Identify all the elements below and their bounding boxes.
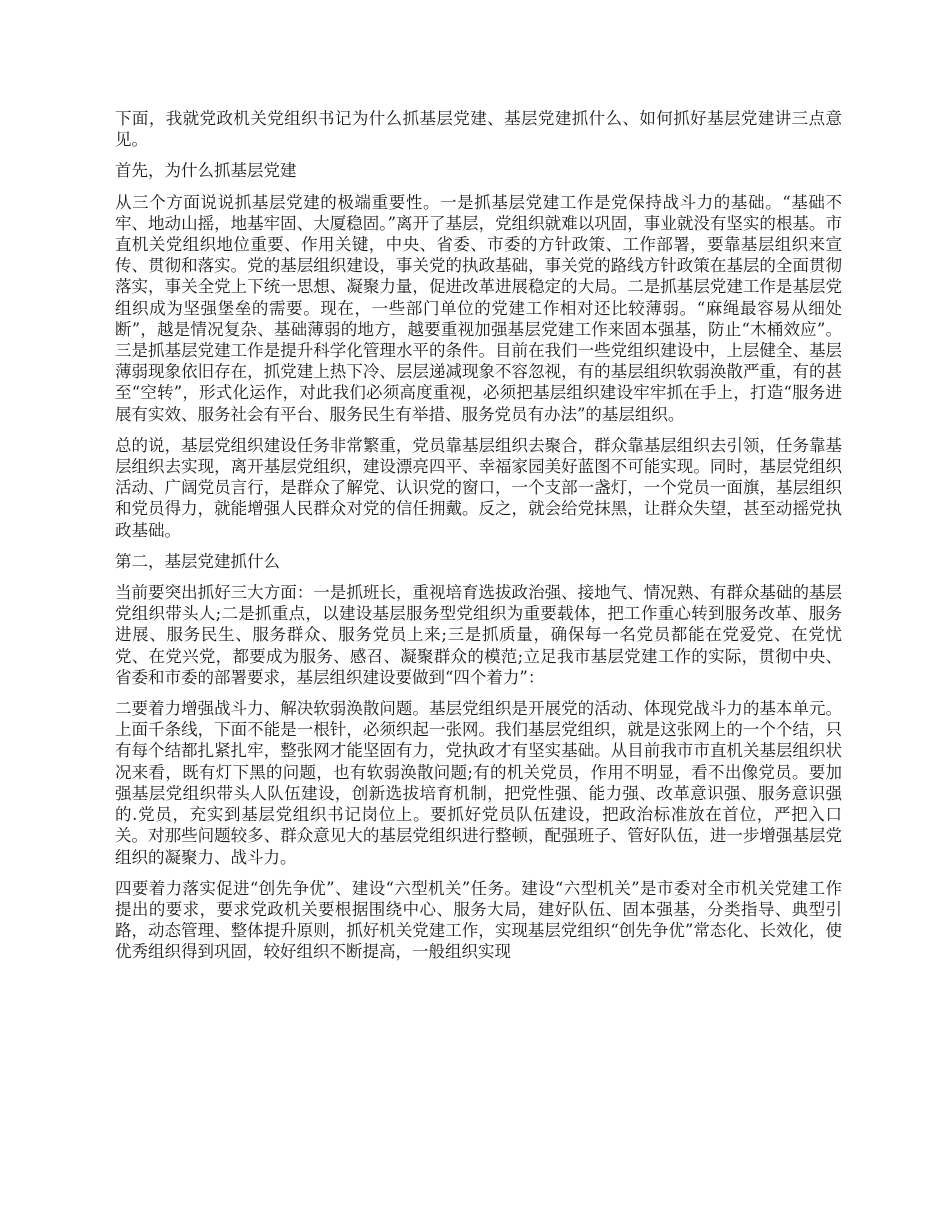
body-paragraph-importance: 从三个方面说说抓基层党建的极端重要性。一是抓基层党建工作是党保持战斗力的基础。“基础不牢、地动山摇，地基牢固、大厦稳固。”离开了基层，党组织就难以巩固，事业就没有坚实的根基。市直机关党组织地位重要、作用关键，中央、省委、市委的方针政策、工作部署，要靠基层组织来宣传、贯彻和落实。党的基层组织建设，事关党的执政基础，事关党的路线方针政策在基层的全面贯彻落实，事关全党上下统一思想、凝聚力量，促进改革进展稳定的大局。二是抓基层党建工作是基层党组织成为坚强堡垒的需要。现在，一些部门单位的党建工作相对还比较薄弱。“麻绳最容易从细处断”，越是情况复杂、基础薄弱的地方，越要重视加强基层党建工作来固本强基，防止“木桶效应”。三是抓基层党建工作是提升科学化管理水平的条件。目前在我们一些党组织建设中，上层健全、基层薄弱现象依旧存在，抓党建上热下冷、层层递减现象不容忽视，有的基层组织软弱涣散严重，有的甚至“空转”，形式化运作，对此我们必须高度重视，必须把基层组织建设牢牢抓在手上，打造“服务进展有实效、服务社会有平台、服务民生有举措、服务党员有办法”的基层组织。 <box>115 192 842 424</box>
section-heading-why: 首先，为什么抓基层党建 <box>115 161 297 181</box>
intro-paragraph: 下面，我就党政机关党组织书记为什么抓基层党建、基层党建抓什么、如何抓好基层党建讲三点意见。 <box>115 109 842 150</box>
body-paragraph-six-type-organs: 四要着力落实促进“创先争优”、建设“六型机关”任务。建设“六型机关”是市委对全市机关党建工作提出的要求，要求党政机关要根据围绕中心、服务大局，建好队伍、固本强基，分类指导、典型引路，动态管理、整体提升原则，抓好机关党建工作，实现基层党组织“创先争优”常态化、长效化，使优秀组织得到巩固，较好组织不断提高，一般组织实现 <box>115 878 842 962</box>
body-paragraph-summary: 总的说，基层党组织建设任务非常繁重，党员靠基层组织去聚合，群众靠基层组织去引领，任务靠基层组织去实现，离开基层党组织，建设漂亮四平、幸福家园美好蓝图不可能实现。同时，基层党组织活动、广阔党员言行，是群众了解党、认识党的窗口，一个支部一盏灯，一个党员一面旗，基层组织和党员得力，就能增强人民群众对党的信任拥戴。反之，就会给党抹黑，让群众失望，甚至动摇党执政基础。 <box>115 435 842 540</box>
body-paragraph-combat-strength: 二要着力增强战斗力、解决软弱涣散问题。基层党组织是开展党的活动、体现党战斗力的基本单元。上面千条线，下面不能是一根针，必须织起一张网。我们基层党组织，就是这张网上的一个个结，只有每个结都扎紧扎牢，整张网才能坚固有力，党执政才有坚实基础。从目前我市市直机关基层组织状况来看，既有灯下黑的问题，也有软弱涣散问题;有的机关党员，作用不明显，看不出像党员。要加强基层党组织带头人队伍建设，创新选拔培育机制，把党性强、能力强、改革意识强、服务意识强的.党员，充实到基层党组织书记岗位上。要抓好党员队伍建设，把政治标准放在首位，严把入口关。对那些问题较多、群众意见大的基层党组织进行整顿，配强班子、管好队伍，进一步增强基层党组织的凝聚力、战斗力。 <box>115 699 842 867</box>
document-page <box>115 108 842 973</box>
section-heading-what: 第二，基层党建抓什么 <box>115 551 280 571</box>
body-paragraph-three-aspects: 当前要突出抓好三大方面：一是抓班长，重视培育选拔政治强、接地气、情况熟、有群众基础的基层党组织带头人;二是抓重点，以建设基层服务型党组织为重要载体，把工作重心转到服务改革、服务进展、服务民生、服务群众、服务党员上来;三是抓质量，确保每一名党员都能在党爱党、在党忧党、在党兴党，都要成为服务、感召、凝聚群众的模范;立足我市基层党建工作的实际，贯彻中央、省委和市委的部署要求，基层组织建设要做到“四个着力”： <box>115 583 842 687</box>
